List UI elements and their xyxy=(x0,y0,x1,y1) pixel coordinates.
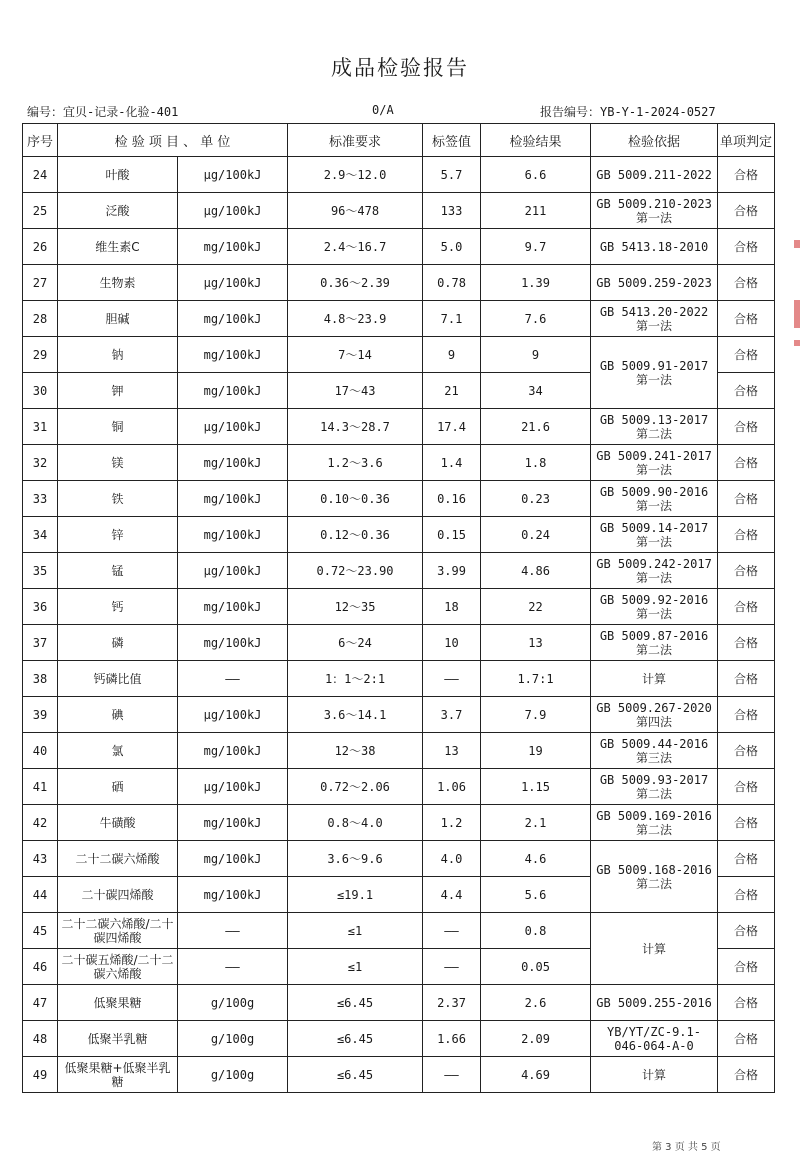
row-item-name: 生物素 xyxy=(58,265,178,301)
row-verdict: 合格 xyxy=(718,805,775,841)
row-seq: 36 xyxy=(23,589,58,625)
page-number: 第 3 页 共 5 页 xyxy=(652,1142,721,1153)
row-label-value: 17.4 xyxy=(423,409,481,445)
row-seq: 42 xyxy=(23,805,58,841)
row-standard: ≤19.1 xyxy=(288,877,423,913)
row-result: 5.6 xyxy=(481,877,591,913)
row-unit: mg/100kJ xyxy=(178,841,288,877)
row-basis: GB 5009.169-2016 第二法 xyxy=(591,805,718,841)
row-result: 13 xyxy=(481,625,591,661)
row-unit: μg/100kJ xyxy=(178,769,288,805)
row-unit: mg/100kJ xyxy=(178,481,288,517)
report-number: 报告编号：YB-Y-1-2024-0527 xyxy=(540,105,716,119)
header-verdict: 单项判定 xyxy=(718,124,775,157)
row-verdict: 合格 xyxy=(718,337,775,373)
header-standard: 标准要求 xyxy=(288,124,423,157)
row-standard: 96～478 xyxy=(288,193,423,229)
row-verdict: 合格 xyxy=(718,265,775,301)
row-seq: 39 xyxy=(23,697,58,733)
row-unit: —— xyxy=(178,913,288,949)
row-seq: 29 xyxy=(23,337,58,373)
row-item-name: 镁 xyxy=(58,445,178,481)
row-result: 0.24 xyxy=(481,517,591,553)
row-standard: 0.72～2.06 xyxy=(288,769,423,805)
row-unit: μg/100kJ xyxy=(178,697,288,733)
row-basis: GB 5009.93-2017 第二法 xyxy=(591,769,718,805)
row-basis: GB 5009.13-2017 第二法 xyxy=(591,409,718,445)
row-item-name: 二十二碳六烯酸/二十碳四烯酸 xyxy=(58,913,178,949)
table-header-row xyxy=(23,124,775,157)
row-standard: 2.4～16.7 xyxy=(288,229,423,265)
row-item-name: 磷 xyxy=(58,625,178,661)
row-standard: 12～35 xyxy=(288,589,423,625)
row-unit: mg/100kJ xyxy=(178,229,288,265)
row-verdict: 合格 xyxy=(718,373,775,409)
row-item-name: 低聚半乳糖 xyxy=(58,1021,178,1057)
row-standard: 14.3～28.7 xyxy=(288,409,423,445)
row-unit: μg/100kJ xyxy=(178,409,288,445)
inspection-table xyxy=(22,123,775,1093)
row-result: 4.86 xyxy=(481,553,591,589)
row-seq: 25 xyxy=(23,193,58,229)
row-standard: ≤1 xyxy=(288,949,423,985)
row-item-name: 氯 xyxy=(58,733,178,769)
row-item-name: 二十碳五烯酸/二十二碳六烯酸 xyxy=(58,949,178,985)
row-result: 0.23 xyxy=(481,481,591,517)
row-standard: 1：1～2:1 xyxy=(288,661,423,697)
row-basis: GB 5009.210-2023 第一法 xyxy=(591,193,718,229)
row-standard: 3.6～9.6 xyxy=(288,841,423,877)
row-result: 211 xyxy=(481,193,591,229)
row-result: 0.05 xyxy=(481,949,591,985)
table-row xyxy=(23,157,775,193)
row-standard: 4.8～23.9 xyxy=(288,301,423,337)
row-item-name: 硒 xyxy=(58,769,178,805)
row-basis: GB 5009.91-2017 第一法 xyxy=(591,337,718,409)
row-label-value: 0.16 xyxy=(423,481,481,517)
version-number: 0/A xyxy=(372,103,394,117)
row-unit: μg/100kJ xyxy=(178,553,288,589)
row-unit: mg/100kJ xyxy=(178,337,288,373)
row-label-value: —— xyxy=(423,661,481,697)
row-seq: 49 xyxy=(23,1057,58,1093)
row-basis: GB 5009.90-2016 第一法 xyxy=(591,481,718,517)
row-label-value: 3.99 xyxy=(423,553,481,589)
table-row xyxy=(23,409,775,445)
row-item-name: 碘 xyxy=(58,697,178,733)
row-result: 19 xyxy=(481,733,591,769)
row-item-name: 铜 xyxy=(58,409,178,445)
table-row xyxy=(23,913,775,949)
row-label-value: 0.78 xyxy=(423,265,481,301)
table-row xyxy=(23,1057,775,1093)
row-verdict: 合格 xyxy=(718,517,775,553)
row-result: 4.6 xyxy=(481,841,591,877)
row-item-name: 钾 xyxy=(58,373,178,409)
table-row xyxy=(23,841,775,877)
row-result: 9 xyxy=(481,337,591,373)
stamp-fragment xyxy=(794,240,800,248)
row-label-value: 4.4 xyxy=(423,877,481,913)
row-verdict: 合格 xyxy=(718,481,775,517)
row-basis: GB 5009.168-2016 第二法 xyxy=(591,841,718,913)
header-label-value: 标签值 xyxy=(423,124,481,157)
table-row xyxy=(23,517,775,553)
row-item-name: 叶酸 xyxy=(58,157,178,193)
row-verdict: 合格 xyxy=(718,913,775,949)
row-seq: 32 xyxy=(23,445,58,481)
row-basis: GB 5009.267-2020 第四法 xyxy=(591,697,718,733)
row-verdict: 合格 xyxy=(718,157,775,193)
table-row xyxy=(23,589,775,625)
row-verdict: 合格 xyxy=(718,229,775,265)
row-item-name: 锰 xyxy=(58,553,178,589)
header-item-unit: 检 验 项 目 、 单 位 xyxy=(58,124,288,157)
row-verdict: 合格 xyxy=(718,877,775,913)
row-seq: 33 xyxy=(23,481,58,517)
row-label-value: 1.06 xyxy=(423,769,481,805)
table-row xyxy=(23,553,775,589)
row-label-value: 133 xyxy=(423,193,481,229)
row-item-name: 胆碱 xyxy=(58,301,178,337)
row-standard: ≤6.45 xyxy=(288,1057,423,1093)
record-number: 编号：宜贝-记录-化验-401 xyxy=(27,105,179,119)
table-row xyxy=(23,985,775,1021)
row-seq: 38 xyxy=(23,661,58,697)
row-standard: 0.8～4.0 xyxy=(288,805,423,841)
row-standard: 2.9～12.0 xyxy=(288,157,423,193)
row-label-value: 3.7 xyxy=(423,697,481,733)
row-basis: GB 5009.87-2016 第二法 xyxy=(591,625,718,661)
row-verdict: 合格 xyxy=(718,193,775,229)
row-verdict: 合格 xyxy=(718,589,775,625)
row-result: 4.69 xyxy=(481,1057,591,1093)
row-label-value: 18 xyxy=(423,589,481,625)
row-label-value: 1.66 xyxy=(423,1021,481,1057)
row-unit: mg/100kJ xyxy=(178,445,288,481)
row-unit: g/100g xyxy=(178,1021,288,1057)
row-verdict: 合格 xyxy=(718,697,775,733)
report-title: 成品检验报告 xyxy=(331,56,469,80)
row-seq: 45 xyxy=(23,913,58,949)
row-result: 21.6 xyxy=(481,409,591,445)
row-label-value: 1.2 xyxy=(423,805,481,841)
header-result: 检验结果 xyxy=(481,124,591,157)
row-standard: 0.10～0.36 xyxy=(288,481,423,517)
table-row xyxy=(23,733,775,769)
row-seq: 43 xyxy=(23,841,58,877)
row-seq: 41 xyxy=(23,769,58,805)
row-unit: mg/100kJ xyxy=(178,301,288,337)
row-unit: g/100g xyxy=(178,1057,288,1093)
row-basis: GB 5009.255-2016 xyxy=(591,985,718,1021)
row-seq: 24 xyxy=(23,157,58,193)
row-basis: 计算 xyxy=(591,661,718,697)
row-seq: 26 xyxy=(23,229,58,265)
table-row xyxy=(23,805,775,841)
row-result: 6.6 xyxy=(481,157,591,193)
row-verdict: 合格 xyxy=(718,409,775,445)
table-row xyxy=(23,301,775,337)
row-standard: 0.72～23.90 xyxy=(288,553,423,589)
row-basis: YB/YT/ZC-9.1-046-064-A-0 xyxy=(591,1021,718,1057)
row-basis: GB 5009.259-2023 xyxy=(591,265,718,301)
row-label-value: 4.0 xyxy=(423,841,481,877)
row-unit: mg/100kJ xyxy=(178,877,288,913)
row-item-name: 锌 xyxy=(58,517,178,553)
row-item-name: 二十碳四烯酸 xyxy=(58,877,178,913)
row-basis: 计算 xyxy=(591,1057,718,1093)
row-verdict: 合格 xyxy=(718,445,775,481)
row-seq: 34 xyxy=(23,517,58,553)
row-result: 2.6 xyxy=(481,985,591,1021)
row-basis: GB 5009.44-2016 第三法 xyxy=(591,733,718,769)
row-verdict: 合格 xyxy=(718,661,775,697)
row-seq: 40 xyxy=(23,733,58,769)
row-result: 1.39 xyxy=(481,265,591,301)
table-row xyxy=(23,625,775,661)
row-seq: 48 xyxy=(23,1021,58,1057)
row-unit: —— xyxy=(178,661,288,697)
row-unit: mg/100kJ xyxy=(178,805,288,841)
row-item-name: 维生素C xyxy=(58,229,178,265)
row-item-name: 钙磷比值 xyxy=(58,661,178,697)
table-row xyxy=(23,769,775,805)
row-item-name: 低聚果糖+低聚半乳糖 xyxy=(58,1057,178,1093)
table-row xyxy=(23,229,775,265)
row-standard: 17～43 xyxy=(288,373,423,409)
table-row xyxy=(23,337,775,373)
row-seq: 35 xyxy=(23,553,58,589)
row-verdict: 合格 xyxy=(718,985,775,1021)
row-label-value: 5.7 xyxy=(423,157,481,193)
row-result: 0.8 xyxy=(481,913,591,949)
row-basis: GB 5009.242-2017 第一法 xyxy=(591,553,718,589)
row-label-value: 5.0 xyxy=(423,229,481,265)
row-basis: 计算 xyxy=(591,913,718,985)
row-label-value: 9 xyxy=(423,337,481,373)
row-unit: —— xyxy=(178,949,288,985)
row-basis: GB 5413.18-2010 xyxy=(591,229,718,265)
row-result: 1.7:1 xyxy=(481,661,591,697)
row-label-value: —— xyxy=(423,949,481,985)
row-label-value: 1.4 xyxy=(423,445,481,481)
table-row xyxy=(23,661,775,697)
row-label-value: 21 xyxy=(423,373,481,409)
row-unit: mg/100kJ xyxy=(178,589,288,625)
row-verdict: 合格 xyxy=(718,625,775,661)
row-result: 9.7 xyxy=(481,229,591,265)
row-unit: μg/100kJ xyxy=(178,157,288,193)
header-basis: 检验依据 xyxy=(591,124,718,157)
header-seq: 序号 xyxy=(23,124,58,157)
row-seq: 31 xyxy=(23,409,58,445)
table-row xyxy=(23,1021,775,1057)
row-verdict: 合格 xyxy=(718,733,775,769)
table-row xyxy=(23,445,775,481)
row-item-name: 牛磺酸 xyxy=(58,805,178,841)
row-basis: GB 5009.241-2017 第一法 xyxy=(591,445,718,481)
row-unit: g/100g xyxy=(178,985,288,1021)
row-result: 2.09 xyxy=(481,1021,591,1057)
table-row xyxy=(23,193,775,229)
row-item-name: 低聚果糖 xyxy=(58,985,178,1021)
stamp-fragment xyxy=(794,300,800,328)
row-item-name: 二十二碳六烯酸 xyxy=(58,841,178,877)
row-standard: 6～24 xyxy=(288,625,423,661)
row-result: 22 xyxy=(481,589,591,625)
row-label-value: 13 xyxy=(423,733,481,769)
row-item-name: 钠 xyxy=(58,337,178,373)
stamp-fragment xyxy=(794,340,800,346)
row-verdict: 合格 xyxy=(718,301,775,337)
row-unit: mg/100kJ xyxy=(178,625,288,661)
row-seq: 30 xyxy=(23,373,58,409)
row-standard: 7～14 xyxy=(288,337,423,373)
row-label-value: —— xyxy=(423,913,481,949)
row-standard: 3.6～14.1 xyxy=(288,697,423,733)
row-basis: GB 5009.211-2022 xyxy=(591,157,718,193)
row-standard: 0.12～0.36 xyxy=(288,517,423,553)
row-seq: 44 xyxy=(23,877,58,913)
row-verdict: 合格 xyxy=(718,769,775,805)
row-unit: mg/100kJ xyxy=(178,373,288,409)
row-standard: 0.36～2.39 xyxy=(288,265,423,301)
row-standard: ≤6.45 xyxy=(288,985,423,1021)
table-row xyxy=(23,481,775,517)
row-standard: ≤1 xyxy=(288,913,423,949)
row-basis: GB 5009.92-2016 第一法 xyxy=(591,589,718,625)
table-row xyxy=(23,697,775,733)
row-standard: 1.2～3.6 xyxy=(288,445,423,481)
row-verdict: 合格 xyxy=(718,841,775,877)
row-result: 34 xyxy=(481,373,591,409)
row-verdict: 合格 xyxy=(718,553,775,589)
table-row xyxy=(23,265,775,301)
row-basis: GB 5413.20-2022 第一法 xyxy=(591,301,718,337)
row-label-value: 2.37 xyxy=(423,985,481,1021)
row-result: 2.1 xyxy=(481,805,591,841)
row-verdict: 合格 xyxy=(718,949,775,985)
row-seq: 46 xyxy=(23,949,58,985)
row-unit: μg/100kJ xyxy=(178,265,288,301)
row-unit: mg/100kJ xyxy=(178,733,288,769)
row-label-value: 7.1 xyxy=(423,301,481,337)
row-label-value: 0.15 xyxy=(423,517,481,553)
row-label-value: 10 xyxy=(423,625,481,661)
row-verdict: 合格 xyxy=(718,1057,775,1093)
row-unit: μg/100kJ xyxy=(178,193,288,229)
row-item-name: 泛酸 xyxy=(58,193,178,229)
row-standard: ≤6.45 xyxy=(288,1021,423,1057)
row-basis: GB 5009.14-2017 第一法 xyxy=(591,517,718,553)
row-result: 1.15 xyxy=(481,769,591,805)
row-item-name: 铁 xyxy=(58,481,178,517)
row-seq: 37 xyxy=(23,625,58,661)
row-seq: 47 xyxy=(23,985,58,1021)
row-item-name: 钙 xyxy=(58,589,178,625)
row-result: 7.6 xyxy=(481,301,591,337)
row-result: 1.8 xyxy=(481,445,591,481)
row-standard: 12～38 xyxy=(288,733,423,769)
row-unit: mg/100kJ xyxy=(178,517,288,553)
row-seq: 28 xyxy=(23,301,58,337)
row-verdict: 合格 xyxy=(718,1021,775,1057)
row-label-value: —— xyxy=(423,1057,481,1093)
row-seq: 27 xyxy=(23,265,58,301)
row-result: 7.9 xyxy=(481,697,591,733)
